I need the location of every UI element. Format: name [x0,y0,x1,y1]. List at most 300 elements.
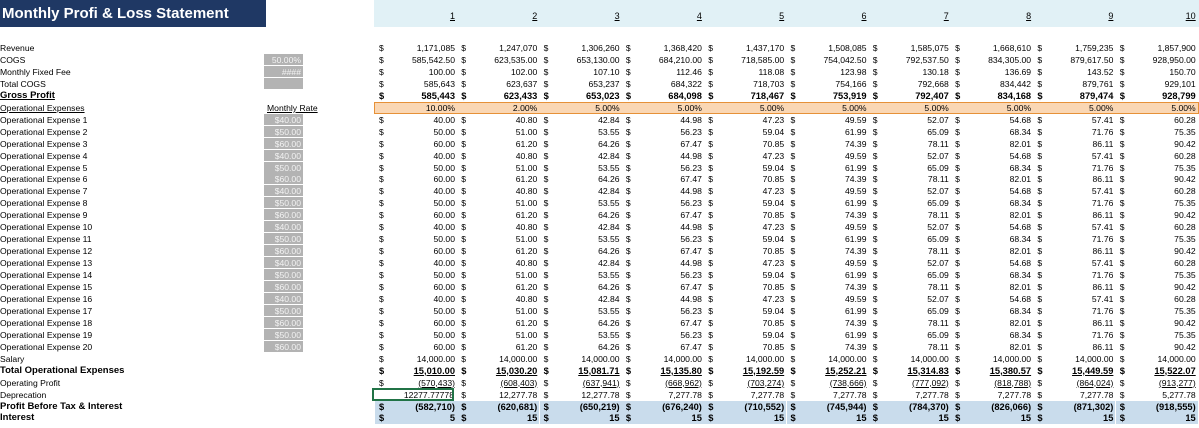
value-cell[interactable] [869,281,951,293]
value-cell[interactable] [457,78,539,90]
value-cell[interactable] [1116,162,1198,174]
value-cell[interactable] [1033,269,1115,281]
value-cell[interactable] [622,293,704,305]
value-cell[interactable] [787,54,869,66]
value-cell[interactable] [375,185,457,197]
value-cell[interactable] [540,209,622,221]
value-cell[interactable] [1116,114,1198,126]
value-cell[interactable] [704,221,786,233]
value-cell[interactable] [704,341,786,353]
value-cell[interactable] [540,90,622,102]
value-cell[interactable] [1116,317,1198,329]
value-cell[interactable] [1116,329,1198,341]
value-cell[interactable] [540,126,622,138]
value-cell[interactable] [787,269,869,281]
value-cell[interactable] [869,317,951,329]
value-cell[interactable] [787,185,869,197]
value-cell[interactable] [540,185,622,197]
value-cell[interactable] [787,233,869,245]
rate-input-cell[interactable]: $60.00 [264,317,303,329]
value-cell[interactable] [951,197,1033,209]
rate-input-cell[interactable]: $60.00 [264,281,303,293]
value-cell[interactable] [457,233,539,245]
value-cell[interactable] [1116,293,1198,305]
value-cell[interactable] [1033,377,1115,389]
value-cell[interactable] [704,257,786,269]
value-cell[interactable] [1033,257,1115,269]
value-cell[interactable] [540,401,622,413]
value-cell[interactable] [704,353,786,365]
value-cell[interactable] [375,42,457,54]
value-cell[interactable] [869,126,951,138]
value-cell[interactable] [375,281,457,293]
value-cell[interactable] [375,126,457,138]
value-cell[interactable] [622,162,704,174]
value-cell[interactable] [951,281,1033,293]
value-cell[interactable] [1033,138,1115,150]
value-cell[interactable] [1033,126,1115,138]
value-cell[interactable] [869,209,951,221]
value-cell[interactable] [375,150,457,162]
value-cell[interactable] [1116,173,1198,185]
value-cell[interactable] [375,209,457,221]
value-cell[interactable] [1033,102,1115,114]
rate-input-cell[interactable]: $40.00 [264,114,303,126]
value-cell[interactable] [787,114,869,126]
value-cell[interactable] [869,257,951,269]
value-cell[interactable] [951,54,1033,66]
rate-input-cell[interactable]: $40.00 [264,221,303,233]
value-cell[interactable] [1116,150,1198,162]
value-cell[interactable] [457,245,539,257]
value-cell[interactable] [787,221,869,233]
value-cell[interactable] [1116,185,1198,197]
value-cell[interactable] [951,78,1033,90]
value-cell[interactable] [787,377,869,389]
value-cell[interactable] [1033,185,1115,197]
value-cell[interactable] [1116,305,1198,317]
value-cell[interactable] [1033,114,1115,126]
value-cell[interactable] [1116,377,1198,389]
value-cell[interactable] [1033,305,1115,317]
rate-input-cell[interactable]: $60.00 [264,209,303,221]
value-cell[interactable] [622,412,704,424]
rate-input-cell[interactable]: $50.00 [264,233,303,245]
value-cell[interactable] [704,317,786,329]
value-cell[interactable] [375,54,457,66]
value-cell[interactable] [622,233,704,245]
value-cell[interactable] [951,305,1033,317]
value-cell[interactable] [375,412,457,424]
value-cell[interactable] [1116,42,1198,54]
value-cell[interactable] [540,245,622,257]
value-cell[interactable] [457,281,539,293]
value-cell[interactable] [1116,412,1198,424]
value-cell[interactable] [457,293,539,305]
value-cell[interactable] [540,66,622,78]
rate-input-cell[interactable]: $50.00 [264,329,303,341]
value-cell[interactable] [375,341,457,353]
value-cell[interactable] [622,102,704,114]
value-cell[interactable] [457,209,539,221]
value-cell[interactable] [951,42,1033,54]
value-cell[interactable] [622,389,704,401]
value-cell[interactable] [951,245,1033,257]
value-cell[interactable] [951,401,1033,413]
value-cell[interactable] [704,389,786,401]
value-cell[interactable] [951,365,1033,377]
period-number-9[interactable]: 9 [1108,11,1114,21]
value-cell[interactable] [540,162,622,174]
value-cell[interactable] [457,150,539,162]
value-cell[interactable] [869,114,951,126]
value-cell[interactable] [704,281,786,293]
value-cell[interactable] [622,329,704,341]
value-cell[interactable] [375,90,457,102]
rate-input-cell[interactable]: $60.00 [264,138,303,150]
value-cell[interactable] [1116,138,1198,150]
value-cell[interactable] [457,197,539,209]
value-cell[interactable] [1033,341,1115,353]
value-cell[interactable] [622,245,704,257]
rate-input-cell[interactable]: $60.00 [264,245,303,257]
value-cell[interactable] [457,185,539,197]
period-number-7[interactable]: 7 [943,11,949,21]
value-cell[interactable] [787,150,869,162]
value-cell[interactable] [1116,78,1198,90]
value-cell[interactable] [951,185,1033,197]
value-cell[interactable] [869,221,951,233]
value-cell[interactable] [787,138,869,150]
value-cell[interactable] [951,221,1033,233]
value-cell[interactable] [1116,341,1198,353]
value-cell[interactable] [787,365,869,377]
rate-input-cell[interactable]: $50.00 [264,197,303,209]
value-cell[interactable] [540,341,622,353]
value-cell[interactable] [457,162,539,174]
value-cell[interactable] [457,114,539,126]
value-cell[interactable] [1033,329,1115,341]
value-cell[interactable] [704,90,786,102]
value-cell[interactable] [375,197,457,209]
value-cell[interactable] [787,412,869,424]
value-cell[interactable] [540,269,622,281]
value-cell[interactable] [869,245,951,257]
value-cell[interactable] [622,401,704,413]
value-cell[interactable] [869,150,951,162]
value-cell[interactable] [622,269,704,281]
value-cell[interactable] [869,54,951,66]
value-cell[interactable] [622,185,704,197]
value-cell[interactable] [787,245,869,257]
period-number-1[interactable]: 1 [449,11,455,21]
value-cell[interactable] [704,66,786,78]
value-cell[interactable] [540,150,622,162]
value-cell[interactable] [951,257,1033,269]
value-cell[interactable] [1033,90,1115,102]
value-cell[interactable] [869,412,951,424]
value-cell[interactable] [1033,281,1115,293]
value-cell[interactable] [375,221,457,233]
value-cell[interactable] [1116,257,1198,269]
value-cell[interactable] [869,401,951,413]
value-cell[interactable] [951,138,1033,150]
value-cell[interactable] [787,162,869,174]
value-cell[interactable] [951,150,1033,162]
value-cell[interactable] [457,269,539,281]
value-cell[interactable] [540,233,622,245]
value-cell[interactable] [951,353,1033,365]
value-cell[interactable] [622,126,704,138]
value-cell[interactable] [457,365,539,377]
value-cell[interactable] [787,90,869,102]
value-cell[interactable] [375,353,457,365]
period-number-5[interactable]: 5 [779,11,785,21]
value-cell[interactable] [869,66,951,78]
period-number-4[interactable]: 4 [696,11,702,21]
value-cell[interactable] [787,341,869,353]
value-cell[interactable] [869,78,951,90]
value-cell[interactable] [1116,209,1198,221]
value-cell[interactable] [951,341,1033,353]
value-cell[interactable] [622,42,704,54]
value-cell[interactable] [457,341,539,353]
rate-input-cell[interactable]: $40.00 [264,257,303,269]
value-cell[interactable] [787,66,869,78]
value-cell[interactable] [1033,78,1115,90]
value-cell[interactable] [622,209,704,221]
value-cell[interactable] [1116,365,1198,377]
value-cell[interactable] [1116,90,1198,102]
value-cell[interactable] [869,185,951,197]
value-cell[interactable] [951,317,1033,329]
rate-input-cell[interactable]: $50.00 [264,305,303,317]
rate-input-cell[interactable]: $60.00 [264,341,303,353]
value-cell[interactable] [704,233,786,245]
value-cell[interactable] [704,126,786,138]
value-cell[interactable] [540,353,622,365]
value-cell[interactable] [869,293,951,305]
value-cell[interactable] [457,102,539,114]
value-cell[interactable] [1116,221,1198,233]
value-cell[interactable] [375,114,457,126]
value-cell[interactable] [787,401,869,413]
value-cell[interactable] [869,197,951,209]
value-cell[interactable] [622,197,704,209]
rate-input-cell[interactable]: 50.00% [264,54,303,66]
value-cell[interactable] [787,389,869,401]
value-cell[interactable] [951,162,1033,174]
value-cell[interactable] [1116,269,1198,281]
value-cell[interactable] [787,353,869,365]
value-cell[interactable] [1116,126,1198,138]
value-cell[interactable] [787,197,869,209]
value-cell[interactable] [951,209,1033,221]
value-cell[interactable] [622,365,704,377]
value-cell[interactable] [540,138,622,150]
value-cell[interactable] [787,281,869,293]
value-cell[interactable] [622,138,704,150]
rate-input-cell[interactable]: $40.00 [264,150,303,162]
value-cell[interactable] [540,365,622,377]
value-cell[interactable] [540,197,622,209]
value-cell[interactable] [1033,221,1115,233]
value-cell[interactable] [1033,162,1115,174]
value-cell[interactable] [375,257,457,269]
value-cell[interactable] [951,389,1033,401]
value-cell[interactable] [869,389,951,401]
value-cell[interactable] [787,102,869,114]
value-cell[interactable] [540,78,622,90]
value-cell[interactable] [622,377,704,389]
value-cell[interactable] [622,90,704,102]
value-cell[interactable] [869,377,951,389]
value-cell[interactable] [951,233,1033,245]
value-cell[interactable] [1033,317,1115,329]
value-cell[interactable] [1033,197,1115,209]
period-number-2[interactable]: 2 [532,11,538,21]
value-cell[interactable] [787,173,869,185]
value-cell[interactable] [869,162,951,174]
value-cell[interactable] [540,412,622,424]
value-cell[interactable] [375,66,457,78]
value-cell[interactable] [951,102,1033,114]
value-cell[interactable] [704,209,786,221]
value-cell[interactable] [1033,401,1115,413]
value-cell[interactable] [622,353,704,365]
value-cell[interactable] [622,281,704,293]
value-cell[interactable] [457,412,539,424]
value-cell[interactable] [1116,102,1198,114]
value-cell[interactable] [869,42,951,54]
rate-input-cell[interactable]: $50.00 [264,126,303,138]
value-cell[interactable] [869,341,951,353]
value-cell[interactable] [704,173,786,185]
value-cell[interactable] [1116,54,1198,66]
value-cell[interactable] [951,66,1033,78]
value-cell[interactable] [622,78,704,90]
value-cell[interactable] [457,353,539,365]
value-cell[interactable] [704,245,786,257]
value-cell[interactable] [787,305,869,317]
value-cell[interactable] [1033,245,1115,257]
value-cell[interactable] [704,293,786,305]
value-cell[interactable] [951,90,1033,102]
value-cell[interactable] [951,114,1033,126]
value-cell[interactable] [457,305,539,317]
value-cell[interactable] [1033,353,1115,365]
value-cell[interactable] [457,389,539,401]
value-cell[interactable] [457,138,539,150]
value-cell[interactable] [951,173,1033,185]
value-cell[interactable] [375,305,457,317]
value-cell[interactable] [457,173,539,185]
value-cell[interactable] [375,233,457,245]
value-cell[interactable] [1033,54,1115,66]
value-cell[interactable] [457,221,539,233]
rate-input-cell[interactable] [264,78,303,90]
value-cell[interactable] [457,317,539,329]
value-cell[interactable] [1116,245,1198,257]
value-cell[interactable] [457,54,539,66]
value-cell[interactable] [1033,66,1115,78]
value-cell[interactable] [704,269,786,281]
value-cell[interactable] [375,317,457,329]
value-cell[interactable] [622,66,704,78]
value-cell[interactable] [704,138,786,150]
value-cell[interactable] [540,114,622,126]
rate-input-cell[interactable]: $40.00 [264,185,303,197]
period-number-8[interactable]: 8 [1026,11,1032,21]
value-cell[interactable] [787,257,869,269]
value-cell[interactable] [869,353,951,365]
value-cell[interactable] [457,377,539,389]
value-cell[interactable] [704,162,786,174]
value-cell[interactable] [1116,401,1198,413]
value-cell[interactable] [951,126,1033,138]
value-cell[interactable] [1116,66,1198,78]
value-cell[interactable] [704,305,786,317]
value-cell[interactable] [787,209,869,221]
value-cell[interactable] [787,126,869,138]
rate-input-cell[interactable]: $40.00 [264,293,303,305]
value-cell[interactable] [1116,281,1198,293]
value-cell[interactable] [375,138,457,150]
value-cell[interactable] [704,329,786,341]
value-cell[interactable] [457,42,539,54]
value-cell[interactable] [704,102,786,114]
value-cell[interactable] [869,90,951,102]
value-cell[interactable] [869,269,951,281]
statement-title[interactable]: Monthly Profi & Loss Statement [0,0,266,27]
value-cell[interactable] [622,221,704,233]
rate-input-cell[interactable]: $60.00 [264,173,303,185]
value-cell[interactable] [1033,42,1115,54]
value-cell[interactable] [1033,412,1115,424]
value-cell[interactable] [704,401,786,413]
value-cell[interactable] [1033,365,1115,377]
value-cell[interactable] [622,305,704,317]
value-cell[interactable] [704,78,786,90]
value-cell[interactable] [704,197,786,209]
value-cell[interactable] [540,377,622,389]
period-number-3[interactable]: 3 [614,11,620,21]
value-cell[interactable] [787,293,869,305]
value-cell[interactable] [622,341,704,353]
value-cell[interactable] [540,293,622,305]
value-cell[interactable] [869,102,951,114]
value-cell[interactable] [622,114,704,126]
value-cell[interactable] [622,173,704,185]
value-cell[interactable] [869,138,951,150]
value-cell[interactable] [951,377,1033,389]
value-cell[interactable] [375,365,457,377]
value-cell[interactable] [869,329,951,341]
value-cell[interactable] [704,412,786,424]
value-cell[interactable] [375,329,457,341]
value-cell[interactable] [375,245,457,257]
value-cell[interactable] [951,293,1033,305]
value-cell[interactable] [869,305,951,317]
value-cell[interactable] [704,150,786,162]
value-cell[interactable] [622,257,704,269]
value-cell[interactable] [787,317,869,329]
value-cell[interactable] [375,293,457,305]
value-cell[interactable] [1116,389,1198,401]
value-cell[interactable] [374,389,456,401]
value-cell[interactable] [375,78,457,90]
value-cell[interactable] [622,317,704,329]
